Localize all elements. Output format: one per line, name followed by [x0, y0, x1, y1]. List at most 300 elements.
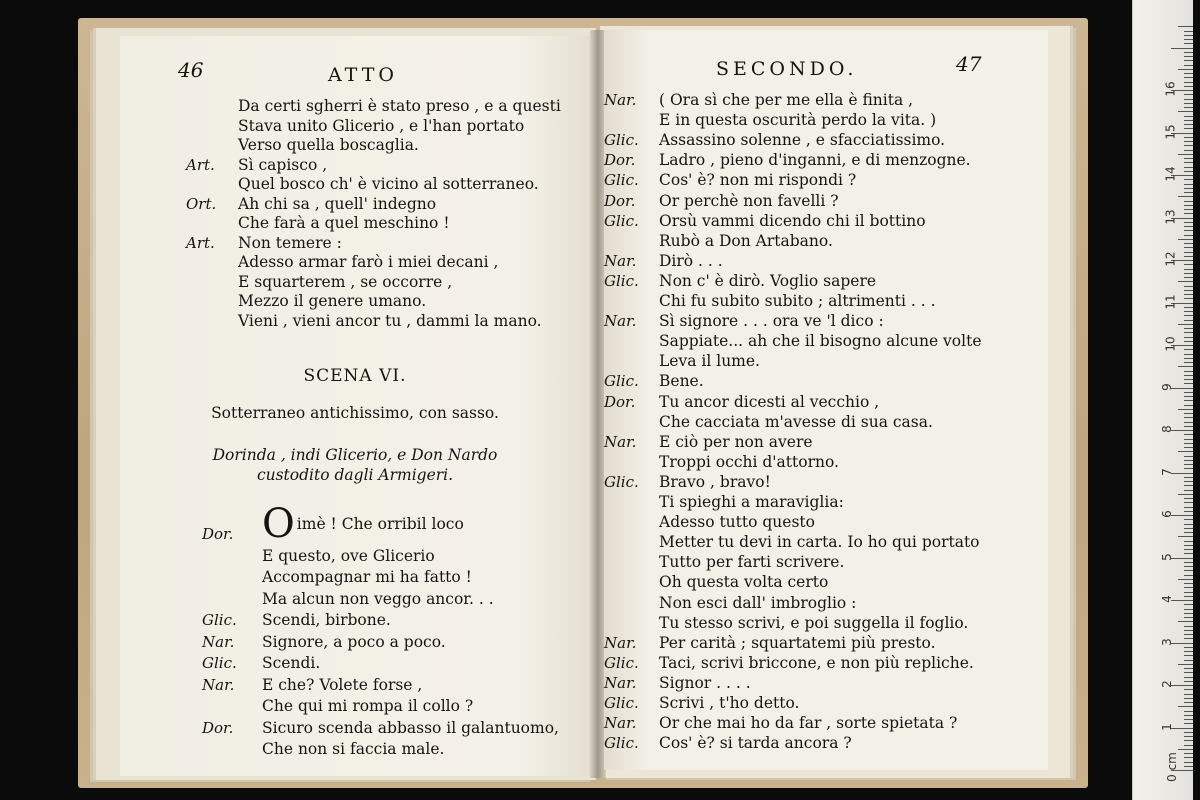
ruler-tick: [1184, 184, 1193, 185]
line-words: Che cacciata m'avesse di sua casa.: [659, 412, 933, 431]
ruler-tick: [1184, 626, 1193, 627]
line-text: [262, 653, 320, 673]
line-words: Scrivi , t'ho detto.: [659, 694, 800, 712]
line-words: Leva il lume.: [659, 352, 760, 371]
ruler-tick: [1184, 592, 1193, 593]
ruler-tick: [1184, 417, 1193, 418]
speaker-label: Nar.: [202, 675, 235, 694]
ruler-tick: [1171, 48, 1193, 49]
ruler-tick: [1184, 447, 1193, 448]
line-words: Orsù vammi dicendo chi il bottino: [659, 211, 926, 230]
line-text: [659, 211, 926, 231]
line-words: Cos' è? si tarda ancora ?: [659, 734, 852, 753]
line-words: E ciò per non avere: [659, 432, 813, 451]
ruler-tick: [1184, 460, 1193, 461]
line-text: [238, 213, 450, 233]
line-words: Mezzo il genere umano.: [238, 292, 427, 310]
ruler-tick: [1171, 430, 1193, 431]
ruler-tick: [1184, 209, 1193, 210]
line-words: Ma alcun non veggo ancor. . .: [262, 589, 494, 608]
line-words: Ladro , pieno d'inganni, e di menzogne.: [659, 151, 971, 170]
ruler-tick: [1171, 600, 1193, 601]
left-page: [120, 36, 590, 776]
ruler-number: 11: [1163, 293, 1178, 310]
line-words: Chi fu subito subito ; altrimenti . . .: [659, 292, 936, 310]
line-text: [659, 673, 751, 693]
ruler-tick: [1184, 694, 1193, 695]
speaker-label: Glic.: [202, 654, 237, 672]
ruler-tick: [1184, 39, 1193, 40]
ruler-tick: [1178, 579, 1193, 580]
ruler-tick: [1171, 558, 1193, 559]
ruler-tick: [1184, 511, 1193, 512]
line-words: Che qui mi rompa il collo ?: [262, 697, 474, 715]
ruler-tick: [1178, 281, 1193, 282]
ruler-tick: [1184, 171, 1193, 172]
ruler-tick: [1184, 400, 1193, 401]
line-words: Ah chi sa , quell' indegno: [238, 194, 437, 213]
line-text: [659, 271, 876, 291]
ruler-tick: [1184, 413, 1193, 414]
ruler-tick: [1184, 82, 1193, 83]
ruler-tick: [1184, 31, 1193, 32]
line-words: Cos' è? non mi rispondi ?: [659, 171, 857, 190]
line-text: [262, 739, 444, 759]
ruler-tick: [1184, 150, 1193, 151]
speaker-label: Nar.: [202, 632, 235, 651]
ruler-tick: [1184, 528, 1193, 529]
line-text: [659, 472, 771, 492]
line-text: [659, 392, 879, 412]
ruler-tick: [1184, 439, 1193, 440]
ruler-tick: [1184, 371, 1193, 372]
line-text: [262, 696, 473, 716]
line-text: [659, 733, 852, 753]
ruler-tick: [1184, 328, 1193, 329]
ruler-tick: [1184, 604, 1193, 605]
line-words: E che? Volete forse ,: [262, 675, 423, 694]
drop-cap: O: [262, 501, 295, 547]
ruler-tick: [1184, 358, 1193, 359]
ruler-tick: [1184, 158, 1193, 159]
line-words: Rubò a Don Artabano.: [659, 231, 833, 250]
speaker-label: Glic.: [202, 611, 237, 629]
scene-characters: Dorinda , indi Glicerio, e Don Nardo: [212, 446, 498, 464]
ruler-tick: [1184, 672, 1193, 673]
speaker-label: Glic.: [604, 734, 639, 753]
ruler-tick: [1184, 456, 1193, 457]
ruler-tick: [1184, 354, 1193, 355]
ruler-tick: [1184, 247, 1193, 248]
ruler-tick: [1178, 154, 1193, 155]
line-words: Da certi sgherri è stato preso , e a questi: [238, 97, 561, 115]
ruler-tick: [1184, 702, 1193, 703]
ruler-tick: [1184, 167, 1193, 168]
ruler-tick: [1184, 736, 1193, 737]
line-text: [238, 252, 498, 272]
line-text: [238, 155, 327, 175]
right-page: [604, 30, 1048, 770]
ruler-tick: [1184, 290, 1193, 291]
ruler-tick: [1184, 541, 1193, 542]
ruler-tick: [1184, 396, 1193, 397]
line-words: Bravo , bravo!: [659, 472, 771, 491]
ruler-tick: [1184, 162, 1193, 163]
ruler-tick: [1178, 26, 1193, 27]
ruler-tick: [1184, 201, 1193, 202]
scene-title: SCENA VI.: [303, 366, 407, 386]
line-text: [659, 492, 844, 512]
ruler-tick: [1184, 137, 1193, 138]
ruler-tick: [1178, 324, 1193, 325]
line-text: [659, 693, 799, 713]
ruler-tick: [1184, 60, 1193, 61]
ruler-tick: [1178, 69, 1193, 70]
ruler-number: 6: [1159, 510, 1174, 518]
line-words: Signore, a poco a poco.: [262, 632, 446, 651]
line-words: Scendi.: [262, 654, 321, 672]
ruler-tick: [1184, 349, 1193, 350]
ruler-tick: [1184, 128, 1193, 129]
ruler-number: 5: [1159, 552, 1174, 561]
line-words: Che farà a quel meschino !: [238, 214, 450, 232]
ruler-tick: [1184, 485, 1193, 486]
ruler-tick: [1184, 681, 1193, 682]
line-words: Troppi occhi d'attorno.: [659, 452, 839, 471]
line-words: Tu ancor dicesti al vecchio ,: [659, 392, 880, 411]
ruler-number: 7: [1159, 467, 1174, 476]
ruler-tick: [1184, 596, 1193, 597]
ruler-tick: [1178, 409, 1193, 410]
ruler-tick: [1184, 179, 1193, 180]
ruler-tick: [1184, 383, 1193, 384]
ruler-tick: [1184, 294, 1193, 295]
line-words: E squarterem , se occorre ,: [238, 272, 453, 291]
ruler-tick: [1184, 545, 1193, 546]
line-text: [659, 412, 933, 432]
line-words: Non esci dall' imbroglio :: [659, 593, 857, 612]
ruler-tick: [1184, 647, 1193, 648]
ruler-tick: [1184, 35, 1193, 36]
ruler-tick: [1184, 375, 1193, 376]
ruler-tick: [1171, 643, 1193, 644]
ruler-tick: [1184, 269, 1193, 270]
ruler-tick: [1184, 392, 1193, 393]
scene-setting: Sotterraneo antichissimo, con sasso.: [211, 404, 499, 422]
line-words: ( Ora sì che per me ella è finita ,: [659, 91, 914, 109]
ruler-tick: [1178, 111, 1193, 112]
scene-characters-continued: custodito dagli Armigeri.: [256, 466, 454, 484]
line-text: [659, 512, 815, 532]
ruler-tick: [1184, 116, 1193, 117]
ruler-tick: [1184, 307, 1193, 308]
line-words: Bene.: [659, 372, 704, 391]
line-text: [659, 110, 936, 130]
ruler-tick: [1184, 315, 1193, 316]
ruler-number: 14: [1163, 166, 1178, 182]
line-words: Ti spieghi a maraviglia:: [659, 493, 844, 511]
ruler-tick: [1184, 689, 1193, 690]
ruler-tick: [1184, 562, 1193, 563]
ruler-tick: [1184, 638, 1193, 639]
ruler-tick: [1184, 311, 1193, 312]
ruler-tick: [1184, 498, 1193, 499]
speaker-label: Glic.: [604, 372, 639, 391]
ruler-tick: [1184, 519, 1193, 520]
line-words: Sì signore . . . ora ve 'l dico :: [659, 312, 884, 331]
ruler-tick: [1178, 706, 1193, 707]
ruler-tick: [1184, 120, 1193, 121]
ruler-tick: [1178, 239, 1193, 240]
line-text: [659, 613, 968, 633]
line-text: [238, 194, 436, 214]
ruler-tick: [1178, 366, 1193, 367]
speaker-label: Nar.: [604, 251, 637, 270]
ruler-tick: [1184, 332, 1193, 333]
ruler-label: 0 cm: [1164, 752, 1179, 782]
ruler-tick: [1178, 664, 1193, 665]
ruler-tick: [1184, 745, 1193, 746]
ruler-tick: [1184, 192, 1193, 193]
line-words: Or perchè non favelli ?: [659, 191, 839, 210]
ruler-tick: [1184, 230, 1193, 231]
line-words: Assassino solenne , e sfacciatissimo.: [659, 131, 946, 150]
speaker-label: Nar.: [604, 673, 637, 692]
line-text: [659, 311, 884, 331]
line-words: Oh questa volta certo: [659, 573, 829, 592]
line-words: Vieni , vieni ancor tu , dammi la mano.: [238, 311, 542, 330]
speaker-label: Dor.: [202, 525, 234, 543]
speaker-label: Ort.: [186, 194, 217, 213]
speaker-label: Dor.: [604, 151, 636, 170]
speaker-label: Glic.: [604, 171, 639, 190]
ruler-tick: [1184, 286, 1193, 287]
speaker-label: Art.: [186, 233, 215, 252]
ruler-tick: [1184, 549, 1193, 550]
ruler-tick: [1184, 757, 1193, 758]
line-text: [659, 90, 913, 110]
ruler-tick: [1184, 222, 1193, 223]
ruler-tick: [1184, 320, 1193, 321]
line-text: [659, 331, 982, 351]
ruler-tick: [1184, 575, 1193, 576]
line-text: [262, 632, 446, 652]
ruler-tick: [1184, 99, 1193, 100]
line-words: Sappiate... ah che il bisogno alcune volte: [659, 332, 982, 351]
line-text: [238, 135, 419, 155]
line-words: Dirò . . .: [659, 251, 723, 270]
line-words: Adesso tutto questo: [659, 513, 815, 532]
line-text: [659, 371, 704, 391]
ruler-tick: [1184, 698, 1193, 699]
ruler-tick: [1184, 630, 1193, 631]
ruler-tick: [1184, 464, 1193, 465]
line-text: [659, 552, 844, 572]
line-words: Tutto per farti scrivere.: [659, 553, 845, 572]
line-words: Taci, scrivi briccone, e non più repliche.: [659, 653, 974, 672]
ruler-tick: [1178, 451, 1193, 452]
ruler-tick: [1171, 473, 1193, 474]
ruler-tick: [1184, 205, 1193, 206]
ruler-tick: [1184, 43, 1193, 44]
ruler-number: 2: [1159, 680, 1174, 688]
ruler-tick: [1184, 422, 1193, 423]
line-text: [238, 311, 542, 331]
ruler-tick: [1184, 660, 1193, 661]
ruler-tick: [1184, 477, 1193, 478]
right-running-header: SECONDO.: [716, 58, 858, 80]
ruler-tick: [1184, 77, 1193, 78]
measuring-ruler: [1132, 0, 1193, 800]
line-text: [659, 432, 813, 452]
line-words: Che non si faccia male.: [262, 740, 445, 758]
ruler-tick: [1178, 536, 1193, 537]
ruler-tick: [1184, 490, 1193, 491]
line-text: [262, 589, 494, 609]
line-text: [262, 501, 464, 547]
ruler-tick: [1184, 141, 1193, 142]
speaker-label: Glic.: [604, 271, 639, 290]
ruler-tick: [1184, 103, 1193, 104]
speaker-label: Nar.: [604, 432, 637, 451]
line-words: Or che mai ho da far , sorte spietata ?: [659, 714, 958, 733]
ruler-tick: [1184, 405, 1193, 406]
ruler-tick: [1184, 426, 1193, 427]
line-words: Non temere :: [238, 233, 342, 252]
left-page-number: 46: [178, 58, 204, 82]
ruler-tick: [1178, 749, 1193, 750]
ruler-tick: [1184, 532, 1193, 533]
ruler-tick: [1184, 617, 1193, 618]
line-words: Sì capisco ,: [238, 155, 328, 174]
ruler-tick: [1184, 145, 1193, 146]
line-text: [238, 233, 342, 253]
ruler-number: 15: [1163, 123, 1178, 140]
ruler-tick: [1171, 515, 1193, 516]
ruler-tick: [1184, 379, 1193, 380]
ruler-number: 10: [1163, 336, 1178, 352]
ruler-tick: [1184, 298, 1193, 299]
ruler-tick: [1178, 494, 1193, 495]
ruler-tick: [1184, 86, 1193, 87]
line-words: imè ! Che orribil loco: [296, 515, 464, 533]
ruler-tick: [1171, 388, 1193, 389]
ruler-tick: [1184, 277, 1193, 278]
ruler-tick: [1184, 252, 1193, 253]
ruler-tick: [1184, 740, 1193, 741]
ruler-tick: [1184, 481, 1193, 482]
speaker-label: Glic.: [604, 131, 639, 150]
speaker-label: Dor.: [202, 718, 234, 737]
ruler-tick: [1184, 73, 1193, 74]
ruler-tick: [1184, 553, 1193, 554]
ruler-tick: [1184, 273, 1193, 274]
line-words: Quel bosco ch' è vicino al sotterraneo.: [238, 175, 539, 193]
speaker-label: Art.: [186, 155, 215, 174]
line-text: [659, 231, 833, 251]
line-text: [238, 96, 561, 116]
speaker-label: Dor.: [604, 392, 636, 411]
ruler-tick: [1184, 362, 1193, 363]
ruler-tick: [1184, 587, 1193, 588]
line-words: Sicuro scenda abbasso il galantuomo,: [262, 718, 559, 737]
ruler-tick: [1184, 732, 1193, 733]
ruler-tick: [1184, 341, 1193, 342]
line-text: [238, 272, 452, 292]
line-words: Signor . . . .: [659, 673, 751, 692]
ruler-tick: [1171, 728, 1193, 729]
ruler-number: 9: [1159, 382, 1174, 391]
line-words: Metter tu devi in carta. Io ho qui portato: [659, 533, 980, 552]
ruler-tick: [1184, 434, 1193, 435]
speaker-label: Nar.: [604, 714, 637, 733]
ruler-tick: [1184, 719, 1193, 720]
ruler-tick: [1184, 715, 1193, 716]
line-text: [659, 572, 828, 592]
ruler-tick: [1184, 762, 1193, 763]
line-text: [659, 291, 936, 311]
ruler-number: 16: [1163, 81, 1178, 97]
ruler-tick: [1184, 243, 1193, 244]
ruler-tick: [1184, 213, 1193, 214]
ruler-tick: [1184, 226, 1193, 227]
speaker-label: Glic.: [604, 211, 639, 230]
ruler-tick: [1184, 256, 1193, 257]
ruler-tick: [1184, 524, 1193, 525]
line-text: [659, 593, 856, 613]
ruler-tick: [1184, 609, 1193, 610]
line-words: Accompagnar mi ha fatto !: [262, 568, 472, 586]
line-text: [238, 174, 539, 194]
line-text: [659, 452, 839, 472]
speaker-label: Nar.: [604, 633, 637, 652]
line-text: [262, 718, 559, 738]
ruler-tick: [1184, 634, 1193, 635]
ruler-tick: [1184, 651, 1193, 652]
ruler-tick: [1184, 264, 1193, 265]
ruler-tick: [1184, 570, 1193, 571]
line-text: [262, 610, 391, 630]
line-words: Per carità ; squartatemi più presto.: [659, 633, 936, 652]
ruler-tick: [1184, 507, 1193, 508]
line-text: [659, 532, 980, 552]
line-words: Verso quella boscaglia.: [238, 136, 419, 154]
ruler-number: 1: [1159, 722, 1174, 731]
line-text: [659, 633, 936, 653]
speaker-label: Dor.: [604, 191, 636, 210]
line-words: Adesso armar farò i miei decani ,: [238, 253, 499, 271]
line-text: [238, 291, 426, 311]
line-text: [659, 170, 856, 190]
ruler-tick: [1184, 65, 1193, 66]
ruler-tick: [1184, 583, 1193, 584]
ruler-tick: [1184, 337, 1193, 338]
line-text: [659, 251, 723, 271]
line-text: [659, 351, 760, 371]
ruler-tick: [1184, 443, 1193, 444]
ruler-tick: [1184, 56, 1193, 57]
right-page-number: 47: [956, 52, 982, 76]
ruler-tick: [1171, 685, 1193, 686]
left-running-header: ATTO: [328, 64, 398, 86]
ruler-number: 3: [1159, 637, 1174, 646]
speaker-label: Glic.: [604, 472, 639, 491]
speaker-label: Nar.: [604, 312, 637, 331]
ruler-tick: [1184, 655, 1193, 656]
line-text: [659, 713, 957, 733]
line-words: Scendi, birbone.: [262, 611, 391, 629]
line-words: Stava unito Glicerio , e l'han portato: [238, 116, 525, 135]
